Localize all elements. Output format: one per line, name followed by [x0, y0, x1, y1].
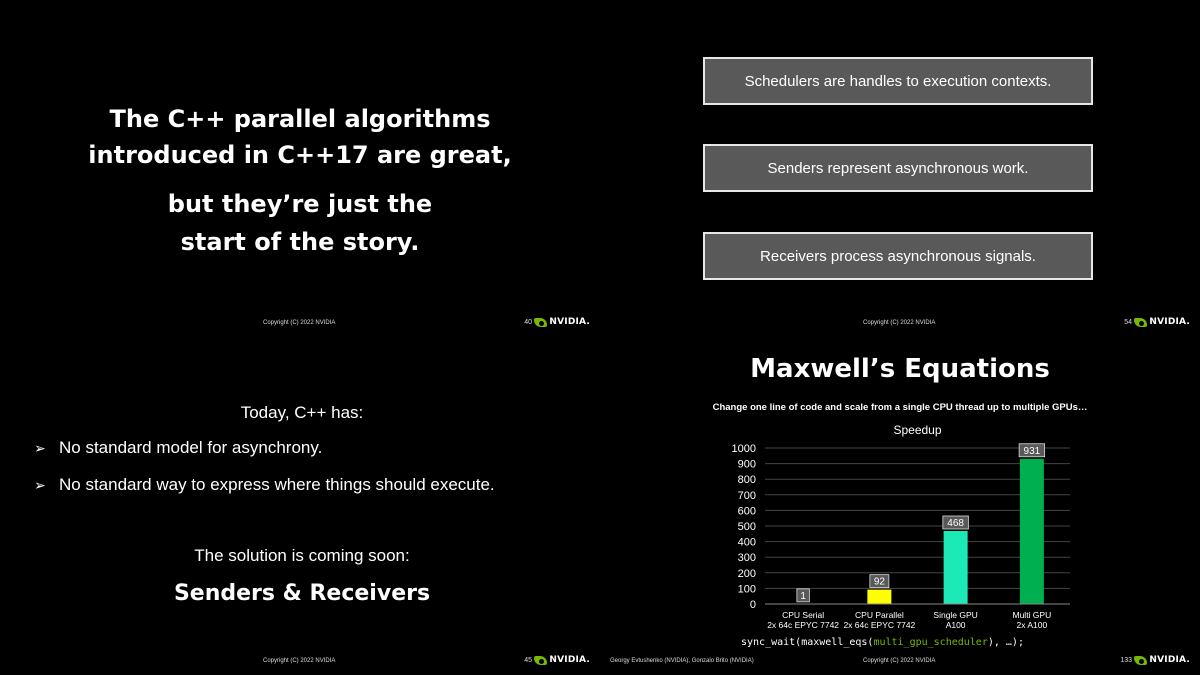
slide-40	[0, 0, 600, 337]
concept-box-schedulers: Schedulers are handles to execution contexts.	[703, 57, 1093, 105]
concept-box-receivers: Receivers process asynchronous signals.	[703, 232, 1093, 280]
solution-text: The solution is coming soon:	[194, 546, 410, 565]
code-highlight: multi_gpu_scheduler	[873, 637, 988, 648]
slide-133-subtitle: Change one line of code and scale from a single CPU thread up to multiple GPUs…	[712, 402, 1088, 413]
data-label: 468	[947, 517, 964, 529]
y-tick-label: 200	[737, 567, 756, 580]
slide-number: 40	[524, 319, 532, 326]
bullet-text: No standard way to express where things should execute.	[59, 475, 495, 494]
y-tick-label: 900	[737, 458, 756, 471]
y-tick-label: 0	[749, 599, 756, 611]
y-tick-label: 400	[737, 536, 756, 549]
arrow-bullet-icon: ➢	[34, 439, 46, 456]
data-label: 931	[1023, 445, 1041, 457]
intro-text: Today, C++ has:	[240, 403, 364, 422]
x-tick-label: 2x 64c EPYC 7742	[767, 620, 840, 630]
y-tick-label: 1000	[731, 443, 756, 455]
highlight-text: Senders & Receivers	[173, 581, 431, 606]
bullet-text: No standard model for asynchrony.	[59, 438, 323, 457]
copyright-text: Copyright (C) 2022 NVIDIA	[863, 320, 936, 326]
x-tick-label: A100	[945, 620, 966, 630]
chart-title: Speedup	[893, 423, 942, 437]
x-tick-label: Multi GPU	[1012, 610, 1052, 620]
nvidia-logo: NVIDIA.	[1134, 655, 1190, 665]
slide-54-footer	[600, 317, 1200, 334]
y-tick-label: 300	[737, 552, 756, 565]
nvidia-eye-icon	[534, 656, 547, 665]
y-tick-label: 600	[737, 505, 756, 518]
y-tick-label: 800	[737, 474, 756, 487]
slide-54	[600, 0, 1200, 337]
copyright-text: Copyright (C) 2022 NVIDIA	[263, 320, 336, 326]
speedup-chart	[600, 338, 1200, 638]
author-credit: Georgy Evtushenko (NVIDIA), Gonzalo Brito (NVIDIA)	[610, 658, 754, 664]
slide-133-title: Maxwell’s Equations	[750, 354, 1050, 384]
nvidia-logo: NVIDIA.	[534, 655, 590, 665]
nvidia-logo: NVIDIA.	[1134, 317, 1190, 327]
bar	[867, 590, 891, 604]
nvidia-eye-icon	[534, 318, 547, 327]
bullet-item	[34, 438, 322, 458]
x-tick-label: 2x A100	[1016, 620, 1048, 630]
slide-45-footer	[0, 655, 600, 672]
bar	[944, 531, 968, 604]
slide-number: 133	[1120, 657, 1132, 664]
slide-40-line-1: The C++ parallel algorithms	[109, 105, 491, 133]
slide-133-footer	[600, 655, 1200, 672]
bar	[1020, 459, 1044, 604]
slide-133	[600, 338, 1200, 675]
data-label: 92	[873, 576, 885, 588]
concept-box-senders: Senders represent asynchronous work.	[703, 144, 1093, 192]
slide-number: 54	[1124, 319, 1132, 326]
slide-45	[0, 338, 600, 675]
bullet-item	[34, 475, 495, 495]
nvidia-eye-icon	[1134, 318, 1147, 327]
slide-40-line-2: introduced in C++17 are great,	[88, 141, 512, 169]
copyright-text: Copyright (C) 2022 NVIDIA	[263, 658, 336, 664]
x-tick-label: CPU Parallel	[855, 610, 904, 620]
y-tick-label: 700	[737, 489, 756, 502]
slide-40-line-4: start of the story.	[180, 228, 420, 256]
y-tick-label: 500	[737, 521, 756, 533]
arrow-bullet-icon: ➢	[34, 476, 46, 493]
slide-number: 45	[524, 657, 532, 664]
code-snippet: sync_wait(maxwell_eqs(multi_gpu_scheduler), …);	[741, 637, 1024, 648]
copyright-text: Copyright (C) 2022 NVIDIA	[863, 658, 936, 664]
nvidia-logo: NVIDIA.	[534, 317, 590, 327]
nvidia-eye-icon	[1134, 656, 1147, 665]
slide-40-footer	[0, 317, 600, 334]
x-tick-label: 2x 64c EPYC 7742	[843, 620, 916, 630]
slide-40-line-3: but they’re just the	[167, 190, 433, 218]
x-tick-label: Single GPU	[933, 610, 978, 620]
data-label: 1	[800, 590, 806, 602]
x-tick-label: CPU Serial	[782, 610, 825, 620]
y-tick-label: 100	[737, 583, 756, 596]
